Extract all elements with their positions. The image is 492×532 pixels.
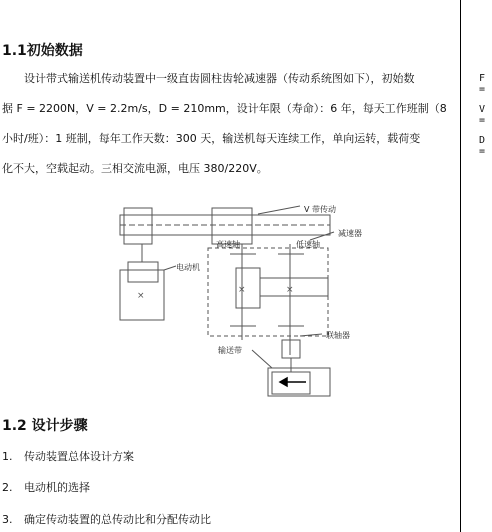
motor-base <box>128 262 158 282</box>
step-number: 3. <box>2 513 13 526</box>
paragraph-line: 小时/班）：1 班制，每年工作天数：300 天，输送机每天连续工作，单向运转，载荷变 <box>2 132 421 145</box>
paragraph-line: 据 F = 2200N，V = 2.2m/s，D = 210mm，设计年限（寿命）：6 年，每天工作班制（8 <box>2 102 447 115</box>
step-number: 2. <box>2 481 13 494</box>
step-text: 传动装置总体设计方案 <box>24 450 134 463</box>
motor-pulley <box>124 208 152 244</box>
label-reducer: 减速器 <box>338 229 362 238</box>
driven-pulley <box>212 208 252 244</box>
paragraph-line: 化不大，空载起动。三相交流电源，电压 380/220V。 <box>2 162 268 175</box>
design-step-3 <box>2 511 211 527</box>
label-low-speed-shaft: 低速轴 <box>296 240 320 249</box>
label-coupling: 联轴器 <box>326 331 350 340</box>
gear-center-mark: × <box>286 285 294 295</box>
label-high-speed-shaft: 高速轴 <box>216 240 240 249</box>
step-text: 电动机的选择 <box>24 481 90 494</box>
label-v-belt: V 带传动 <box>304 205 337 214</box>
side-label-d: D = <box>479 135 486 157</box>
large-gear <box>260 278 328 296</box>
direction-arrow-head <box>280 378 287 386</box>
section-heading-initial-data: 1.1初始数据 <box>2 43 83 59</box>
leader-motor <box>164 266 176 270</box>
conveyor-drum <box>272 372 310 394</box>
label-motor: 电动机 <box>176 263 200 272</box>
step-text: 确定传动装置的总传动比和分配传动比 <box>24 513 211 526</box>
side-label-f: F = <box>479 73 486 95</box>
pinion-center-mark: × <box>238 285 246 295</box>
paragraph-line: 设计带式输送机传动装置中一级直齿圆柱齿轮减速器（传动系统图如下），初始数 <box>24 72 415 85</box>
reducer-housing <box>208 248 328 336</box>
design-step-2 <box>2 479 90 495</box>
design-step-1 <box>2 448 134 464</box>
leader-reducer <box>310 232 334 240</box>
step-number: 1. <box>2 450 13 463</box>
leader-v-belt <box>258 206 300 214</box>
side-label-v: V = <box>479 104 486 126</box>
coupling <box>282 340 300 358</box>
motor-center-mark: × <box>137 291 145 301</box>
section-heading-design-steps: 1.2 设计步骤 <box>2 418 88 434</box>
label-conveyor: 输送带 <box>218 346 242 355</box>
leader-conveyor <box>252 350 272 368</box>
